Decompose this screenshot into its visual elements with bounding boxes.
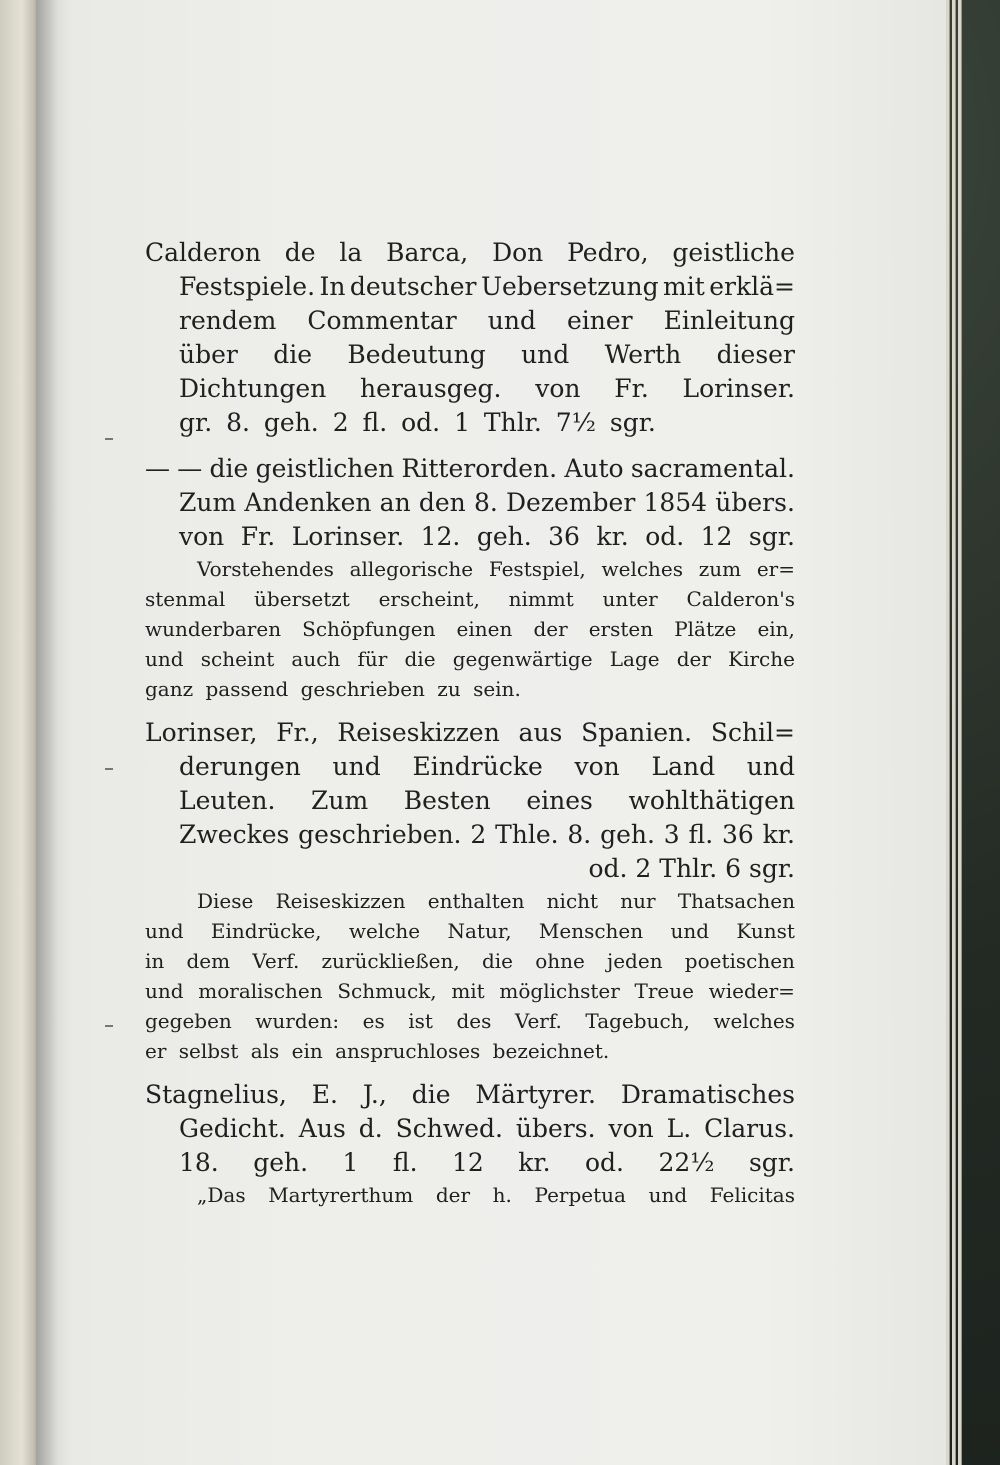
gutter-shadow xyxy=(36,0,58,1465)
entry-line: Calderon de la Barca, Don Pedro, geistliche xyxy=(145,238,795,267)
note-line: in dem Verf. zurückließen, die ohne jeden poetischen xyxy=(145,949,795,973)
page-edge-1 xyxy=(946,0,950,1465)
entry-line: rendem Commentar und einer Einleitung xyxy=(179,306,795,335)
note-line: und scheint auch für die gegenwärtige Lage der Kirche xyxy=(145,647,795,671)
entry-line: Dichtungen herausgeg. von Fr. Lorinser. xyxy=(179,374,795,403)
margin-mark xyxy=(105,768,113,770)
entry-line: Leuten. Zum Besten eines wohlthätigen xyxy=(179,786,795,815)
entry-line: Zum Andenken an den 8. Dezember 1854 übers. xyxy=(179,488,795,517)
page-edge-2 xyxy=(952,0,956,1465)
entry-line: Zweckes geschrieben. 2 Thle. 8. geh. 3 fl. 36 kr. xyxy=(179,820,795,849)
entry-line: über die Bedeutung und Werth dieser xyxy=(179,340,795,369)
note-line: stenmal übersetzt erscheint, nimmt unter Calderon's xyxy=(145,587,795,611)
entry-line: Stagnelius, E. J., die Märtyrer. Dramatisches xyxy=(145,1080,795,1109)
entry-line: od. 2 Thlr. 6 sgr. xyxy=(588,854,795,883)
entry-line: 18. geh. 1 fl. 12 kr. od. 22½ sgr. xyxy=(179,1148,795,1177)
entry-line: Lorinser, Fr., Reiseskizzen aus Spanien. Schil= xyxy=(145,718,795,747)
note-line: er selbst als ein anspruchloses bezeichnet. xyxy=(145,1039,610,1063)
entry-line: gr. 8. geh. 2 fl. od. 1 Thlr. 7½ sgr. xyxy=(179,408,656,437)
note-line: und Eindrücke, welche Natur, Menschen und Kunst xyxy=(145,919,795,943)
note-line: „Das Martyrerthum der h. Perpetua und Felicitas xyxy=(197,1183,795,1207)
note-line: Diese Reiseskizzen enthalten nicht nur Thatsachen xyxy=(197,889,795,913)
facing-page-edge xyxy=(0,0,37,1465)
catalog-text xyxy=(145,236,795,1210)
note-line: gegeben wurden: es ist des Verf. Tagebuch, welches xyxy=(145,1009,795,1033)
margin-mark xyxy=(105,1025,113,1027)
entry-line: von Fr. Lorinser. 12. geh. 36 kr. od. 12 sgr. xyxy=(179,522,795,551)
note-line: wunderbaren Schöpfungen einen der ersten Plätze ein, xyxy=(145,617,795,641)
note-line: und moralischen Schmuck, mit möglichster Treue wieder= xyxy=(145,979,795,1003)
margin-mark xyxy=(105,438,113,440)
note-line: Vorstehendes allegorische Festspiel, welches zum er= xyxy=(197,557,795,581)
page-edge-3 xyxy=(958,0,962,1465)
note-line: ganz passend geschrieben zu sein. xyxy=(145,677,521,701)
entry-line: Gedicht. Aus d. Schwed. übers. von L. Clarus. xyxy=(179,1114,795,1143)
entry-line: — — die geistlichen Ritterorden. Auto sacramental. xyxy=(145,454,795,483)
entry-line: Festspiele. In deutscher Uebersetzung mit erklä= xyxy=(179,272,795,301)
entry-line: derungen und Eindrücke von Land und xyxy=(179,752,795,781)
